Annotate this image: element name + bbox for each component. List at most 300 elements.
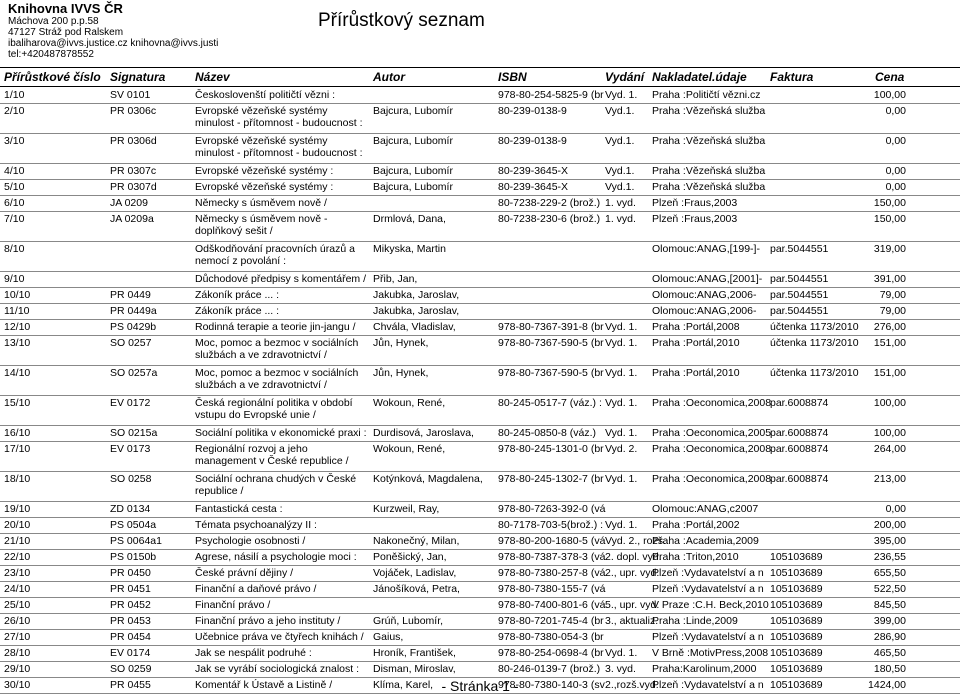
cell-isbn: 80-239-0138-9: [498, 135, 567, 147]
cell-isbn: 978-80-7201-745-4 (br: [498, 615, 604, 627]
cell-prirustkove-cislo: 9/10: [4, 273, 25, 285]
cell-autor: Nakonečný, Milan,: [373, 535, 460, 547]
cell-nakladatel: Praha :Triton,2010: [652, 551, 739, 563]
library-address-1: Máchova 200 p.p.58: [8, 16, 99, 27]
cell-nazev: Učebnice práva ve čtyřech knihách /: [195, 631, 364, 643]
table-row: [0, 567, 960, 581]
row-divider: [0, 287, 960, 288]
cell-cena: 79,00: [879, 289, 906, 301]
table-row: [0, 473, 960, 501]
table-row: [0, 443, 960, 471]
table-row: [0, 519, 960, 533]
cell-prirustkove-cislo: 22/10: [4, 551, 31, 563]
column-header-signatura: Signatura: [110, 70, 166, 84]
cell-nazev: Německy s úsměvem nově - doplňkový sešit /: [195, 213, 328, 237]
row-divider: [0, 395, 960, 396]
cell-faktura: 105103689: [770, 615, 823, 627]
cell-nazev: Německy s úsměvem nově /: [195, 197, 327, 209]
cell-isbn: 80-239-0138-9: [498, 105, 567, 117]
table-row: [0, 367, 960, 395]
cell-autor: Jůn, Hynek,: [373, 367, 429, 379]
cell-nakladatel: Plzeň :Vydavatelství a n: [652, 567, 764, 579]
cell-nakladatel: Praha :Linde,2009: [652, 615, 738, 627]
cell-autor: Poněšický, Jan,: [373, 551, 447, 563]
cell-vydani: 2., upr. vyd.: [605, 567, 660, 579]
cell-autor: Jakubka, Jaroslav,: [373, 289, 460, 301]
column-header-nakladatel: Nakladatel.údaje: [652, 70, 747, 84]
cell-cena: 0,00: [885, 135, 906, 147]
table-row: [0, 503, 960, 517]
cell-nakladatel: Plzeň :Vydavatelství a n: [652, 583, 764, 595]
cell-faktura: 105103689: [770, 663, 823, 675]
cell-vydani: Vyd. 1.: [605, 397, 638, 409]
cell-prirustkove-cislo: 17/10: [4, 443, 31, 455]
cell-cena: 286,90: [873, 631, 906, 643]
cell-prirustkove-cislo: 12/10: [4, 321, 31, 333]
table-row: [0, 181, 960, 195]
cell-prirustkove-cislo: 27/10: [4, 631, 31, 643]
row-divider: [0, 613, 960, 614]
cell-cena: 0,00: [885, 503, 906, 515]
cell-autor: Wokoun, René,: [373, 397, 446, 409]
cell-signatura: PR 0453: [110, 615, 151, 627]
table-row: [0, 321, 960, 335]
cell-isbn: 978-80-254-0698-4 (br: [498, 647, 604, 659]
cell-vydani: 1. vyd.: [605, 213, 636, 225]
row-divider: [0, 549, 960, 550]
cell-isbn: 978-80-7367-391-8 (br: [498, 321, 604, 333]
cell-isbn: 978-80-7380-257-8 (vá: [498, 567, 606, 579]
table-row: [0, 213, 960, 241]
cell-faktura: par.6008874: [770, 427, 829, 439]
row-divider: [0, 335, 960, 336]
cell-nazev: Odškodňování pracovních úrazů a nemocí z povolání :: [195, 243, 355, 267]
cell-prirustkove-cislo: 13/10: [4, 337, 31, 349]
row-divider: [0, 581, 960, 582]
row-divider: [0, 597, 960, 598]
cell-faktura: účtenka 1173/2010: [770, 321, 859, 333]
cell-nakladatel: Praha :Portál,2010: [652, 367, 740, 379]
row-divider: [0, 645, 960, 646]
cell-signatura: SO 0258: [110, 473, 152, 485]
cell-prirustkove-cislo: 15/10: [4, 397, 31, 409]
library-email: ibaliharova@ivvs.justice.cz knihovna@ivvs.justi: [8, 38, 219, 49]
cell-faktura: 105103689: [770, 647, 823, 659]
cell-nakladatel: Praha :Portál,2002: [652, 519, 740, 531]
cell-prirustkove-cislo: 2/10: [4, 105, 25, 117]
page-footer: - Stránka 1 -: [441, 678, 519, 694]
row-divider: [0, 103, 960, 104]
cell-nazev: Sociální ochrana chudých v České republice /: [195, 473, 357, 497]
cell-cena: 100,00: [873, 397, 906, 409]
cell-autor: Mikyska, Martin: [373, 243, 446, 255]
cell-nazev: Finanční právo a jeho instituty /: [195, 615, 341, 627]
cell-isbn: 80-246-0139-7 (brož.): [498, 663, 601, 675]
cell-nazev: Finanční a daňové právo /: [195, 583, 317, 595]
column-header-cena: Cena: [875, 70, 905, 84]
cell-nakladatel: Praha :Portál,2008: [652, 321, 740, 333]
cell-faktura: 105103689: [770, 631, 823, 643]
cell-vydani: 1. vyd.: [605, 197, 636, 209]
row-divider: [0, 241, 960, 242]
cell-isbn: 80-7178-703-5(brož.) :: [498, 519, 604, 531]
cell-autor: Bajcura, Lubomír: [373, 135, 453, 147]
cell-isbn: 978-80-245-1302-7 (br: [498, 473, 604, 485]
table-row: [0, 165, 960, 179]
cell-nazev: Sociální politika v ekonomické praxi :: [195, 427, 367, 439]
cell-faktura: par.6008874: [770, 473, 829, 485]
cell-autor: Bajcura, Lubomír: [373, 181, 453, 193]
row-divider: [0, 303, 960, 304]
row-divider: [0, 661, 960, 662]
cell-prirustkove-cislo: 26/10: [4, 615, 31, 627]
cell-prirustkove-cislo: 19/10: [4, 503, 31, 515]
cell-cena: 264,00: [873, 443, 906, 455]
cell-prirustkove-cislo: 1/10: [4, 89, 25, 101]
cell-cena: 100,00: [873, 89, 906, 101]
cell-nakladatel: Plzeň :Fraus,2003: [652, 213, 738, 225]
cell-signatura: ZD 0134: [110, 503, 151, 515]
row-divider: [0, 425, 960, 426]
cell-signatura: EV 0172: [110, 397, 151, 409]
cell-nazev: Česká regionální politika v období vstupu do Evropské unie /: [195, 397, 353, 421]
row-divider: [0, 501, 960, 502]
cell-cena: 391,00: [873, 273, 906, 285]
table-row: [0, 337, 960, 365]
cell-signatura: PR 0307c: [110, 165, 157, 177]
cell-prirustkove-cislo: 30/10: [4, 679, 31, 691]
cell-cena: 236,55: [873, 551, 906, 563]
cell-signatura: SO 0259: [110, 663, 152, 675]
cell-nazev: Rodinná terapie a teorie jin-jangu /: [195, 321, 356, 333]
column-header-prirustkove-cislo: Přírůstkové číslo: [4, 70, 101, 84]
cell-isbn: 80-239-3645-X: [498, 181, 569, 193]
cell-cena: 395,00: [873, 535, 906, 547]
cell-autor: Wokoun, René,: [373, 443, 446, 455]
cell-autor: Přib, Jan,: [373, 273, 418, 285]
cell-vydani: Vyd. 1.: [605, 89, 638, 101]
cell-prirustkove-cislo: 21/10: [4, 535, 31, 547]
table-row: [0, 197, 960, 211]
table-row: [0, 273, 960, 287]
cell-nazev: Finanční právo /: [195, 599, 271, 611]
cell-prirustkove-cislo: 4/10: [4, 165, 25, 177]
cell-signatura: PR 0449: [110, 289, 151, 301]
cell-isbn: 80-245-0850-8 (váz.): [498, 427, 597, 439]
cell-signatura: PR 0307d: [110, 181, 157, 193]
library-phone: tel:+420487878552: [8, 49, 94, 60]
cell-vydani: Vyd.1.: [605, 105, 635, 117]
table-row: [0, 89, 960, 103]
table-row: [0, 135, 960, 163]
cell-prirustkove-cislo: 28/10: [4, 647, 31, 659]
cell-nakladatel: Plzeň :Vydavatelství a n: [652, 631, 764, 643]
cell-isbn: 978-80-7380-140-3 (sv: [498, 679, 605, 691]
cell-vydani: Vyd.1.: [605, 165, 635, 177]
row-divider: [0, 179, 960, 180]
cell-signatura: PR 0452: [110, 599, 151, 611]
cell-vydani: Vyd. 1.: [605, 321, 638, 333]
row-divider: [0, 271, 960, 272]
cell-prirustkove-cislo: 25/10: [4, 599, 31, 611]
cell-cena: 213,00: [873, 473, 906, 485]
cell-vydani: Vyd. 1.: [605, 337, 638, 349]
cell-nazev: Českoslovenští političtí vězni :: [195, 89, 336, 101]
cell-nazev: Komentář k Ústavě a Listině /: [195, 679, 333, 691]
cell-faktura: účtenka 1173/2010: [770, 337, 859, 349]
cell-isbn: 978-80-7263-392-0 (vá: [498, 503, 606, 515]
cell-faktura: 105103689: [770, 551, 823, 563]
cell-cena: 0,00: [885, 165, 906, 177]
cell-cena: 180,50: [873, 663, 906, 675]
row-divider: [0, 629, 960, 630]
cell-vydani: Vyd.1.: [605, 135, 635, 147]
cell-faktura: 105103689: [770, 567, 823, 579]
cell-prirustkove-cislo: 18/10: [4, 473, 31, 485]
cell-faktura: par.6008874: [770, 397, 829, 409]
cell-prirustkove-cislo: 14/10: [4, 367, 31, 379]
table-row: [0, 647, 960, 661]
cell-prirustkove-cislo: 16/10: [4, 427, 31, 439]
cell-faktura: par.5044551: [770, 273, 829, 285]
cell-signatura: SO 0215a: [110, 427, 158, 439]
cell-nazev: Témata psychoanalýzy II :: [195, 519, 317, 531]
cell-isbn: 978-80-200-1680-5 (vá: [498, 535, 606, 547]
cell-signatura: PS 0150b: [110, 551, 157, 563]
table-row: [0, 663, 960, 677]
cell-nakladatel: Praha:Karolinum,2000: [652, 663, 757, 675]
cell-vydani: Vyd. 2., rozš.: [605, 535, 666, 547]
cell-nakladatel: Praha :Academia,2009: [652, 535, 759, 547]
cell-faktura: účtenka 1173/2010: [770, 367, 859, 379]
cell-faktura: par.5044551: [770, 243, 829, 255]
cell-isbn: 978-80-7400-801-6 (vá: [498, 599, 606, 611]
cell-autor: Jůn, Hynek,: [373, 337, 429, 349]
cell-signatura: EV 0173: [110, 443, 151, 455]
cell-autor: Chvála, Vladislav,: [373, 321, 456, 333]
cell-autor: Vojáček, Ladislav,: [373, 567, 457, 579]
cell-nakladatel: Praha :Oeconomica,2008: [652, 443, 772, 455]
page-title: Přírůstkový seznam: [318, 10, 485, 31]
cell-nakladatel: Plzeň :Vydavatelství a n: [652, 679, 764, 691]
cell-signatura: SV 0101: [110, 89, 151, 101]
cell-isbn: 978-80-254-5825-9 (br: [498, 89, 604, 101]
row-divider: [0, 163, 960, 164]
cell-prirustkove-cislo: 24/10: [4, 583, 31, 595]
cell-nakladatel: Olomouc:ANAG,[2001]-: [652, 273, 763, 285]
cell-vydani: Vyd. 1.: [605, 367, 638, 379]
cell-nazev: Moc, pomoc a bezmoc v sociálních službách a ve zdravotnictví /: [195, 367, 359, 391]
cell-cena: 276,00: [873, 321, 906, 333]
cell-autor: Bajcura, Lubomír: [373, 105, 453, 117]
cell-nakladatel: Praha :Portál,2010: [652, 337, 740, 349]
cell-cena: 151,00: [873, 337, 906, 349]
row-divider: [0, 565, 960, 566]
table-row: [0, 631, 960, 645]
cell-nazev: Zákoník práce ... :: [195, 289, 280, 301]
cell-nazev: Evropské vězeňské systémy :: [195, 181, 334, 193]
cell-cena: 465,50: [873, 647, 906, 659]
cell-isbn: 80-7238-229-2 (brož.): [498, 197, 601, 209]
cell-nakladatel: Praha :Oeconomica,2008: [652, 473, 772, 485]
cell-nakladatel: Praha :Oeconomica,2005: [652, 427, 772, 439]
cell-nazev: Moc, pomoc a bezmoc v sociálních službách a ve zdravotnictví /: [195, 337, 359, 361]
cell-signatura: PR 0451: [110, 583, 151, 595]
cell-vydani: Vyd. 1.: [605, 519, 638, 531]
cell-vydani: Vyd. 1.: [605, 427, 638, 439]
cell-isbn: 80-7238-230-6 (brož.): [498, 213, 601, 225]
cell-vydani: 2. dopl. vyd.: [605, 551, 662, 563]
cell-autor: Hroník, František,: [373, 647, 456, 659]
cell-vydani: Vyd.1.: [605, 181, 635, 193]
cell-nazev: Důchodové předpisy s komentářem /: [195, 273, 366, 285]
column-header-nazev: Název: [195, 70, 230, 84]
cell-isbn: 978-80-7387-378-3 (vá: [498, 551, 606, 563]
cell-nakladatel: Praha :Vězeňská služba: [652, 165, 766, 177]
table-row: [0, 243, 960, 271]
cell-nazev: Regionální rozvoj a jeho management v České republice /: [195, 443, 349, 467]
cell-prirustkove-cislo: 23/10: [4, 567, 31, 579]
cell-nakladatel: Praha :Vězeňská služba: [652, 105, 766, 117]
table-row: [0, 599, 960, 613]
cell-vydani: Vyd. 1.: [605, 473, 638, 485]
cell-nakladatel: Praha :Političtí vězni.cz: [652, 89, 761, 101]
cell-nazev: Psychologie osobnosti /: [195, 535, 306, 547]
row-divider: [0, 195, 960, 196]
cell-signatura: SO 0257: [110, 337, 152, 349]
row-divider: [0, 517, 960, 518]
cell-isbn: 978-80-7367-590-5 (br: [498, 367, 604, 379]
cell-cena: 1424,00: [868, 679, 906, 691]
row-divider: [0, 441, 960, 442]
cell-prirustkove-cislo: 20/10: [4, 519, 31, 531]
cell-autor: Gaius,: [373, 631, 404, 643]
cell-prirustkove-cislo: 5/10: [4, 181, 25, 193]
cell-nazev: Fantastická cesta :: [195, 503, 283, 515]
column-header-autor: Autor: [373, 70, 405, 84]
cell-prirustkove-cislo: 29/10: [4, 663, 31, 675]
cell-faktura: par.5044551: [770, 289, 829, 301]
cell-nakladatel: Praha :Vězeňská služba: [652, 135, 766, 147]
cell-prirustkove-cislo: 6/10: [4, 197, 25, 209]
cell-cena: 151,00: [873, 367, 906, 379]
cell-nazev: Jak se nespálit podruhé :: [195, 647, 312, 659]
column-header-isbn: ISBN: [498, 70, 527, 84]
cell-nazev: Evropské vězeňské systémy minulost - přítomnost - budoucnost :: [195, 105, 363, 129]
cell-autor: Disman, Miroslav,: [373, 663, 456, 675]
cell-autor: Klíma, Karel,: [373, 679, 434, 691]
cell-cena: 845,50: [873, 599, 906, 611]
cell-faktura: par.6008874: [770, 443, 829, 455]
cell-prirustkove-cislo: 10/10: [4, 289, 31, 301]
cell-isbn: 80-239-3645-X: [498, 165, 569, 177]
cell-cena: 0,00: [885, 181, 906, 193]
cell-signatura: EV 0174: [110, 647, 151, 659]
table-row: [0, 551, 960, 565]
cell-autor: Bajcura, Lubomír: [373, 165, 453, 177]
cell-autor: Kotýnková, Magdalena,: [373, 473, 483, 485]
cell-faktura: par.5044551: [770, 305, 829, 317]
cell-signatura: JA 0209a: [110, 213, 154, 225]
cell-nakladatel: Olomouc:ANAG,2006-: [652, 289, 757, 301]
table-row: [0, 583, 960, 597]
table-row: [0, 535, 960, 549]
cell-nakladatel: Praha :Oeconomica,2008: [652, 397, 772, 409]
cell-signatura: SO 0257a: [110, 367, 158, 379]
column-header-faktura: Faktura: [770, 70, 814, 84]
cell-nazev: Evropské vězeňské systémy minulost - přítomnost - budoucnost :: [195, 135, 363, 159]
cell-cena: 79,00: [879, 305, 906, 317]
cell-signatura: PR 0306c: [110, 105, 157, 117]
cell-signatura: PR 0449a: [110, 305, 157, 317]
row-divider: [0, 133, 960, 134]
row-divider: [0, 533, 960, 534]
cell-cena: 522,50: [873, 583, 906, 595]
cell-isbn: 978-80-245-1301-0 (br: [498, 443, 604, 455]
cell-nakladatel: V Brně :MotivPress,2008: [652, 647, 769, 659]
cell-autor: Drmlová, Dana,: [373, 213, 446, 225]
cell-signatura: PR 0454: [110, 631, 151, 643]
column-header-vydani: Vydání: [605, 70, 645, 84]
cell-autor: Kurzweil, Ray,: [373, 503, 440, 515]
cell-nakladatel: Plzeň :Fraus,2003: [652, 197, 738, 209]
row-divider: [0, 211, 960, 212]
cell-vydani: 5., upr. vyd.: [605, 599, 660, 611]
library-name: Knihovna IVVS ČR: [8, 1, 123, 16]
cell-autor: Jakubka, Jaroslav,: [373, 305, 460, 317]
cell-autor: Grúň, Lubomír,: [373, 615, 444, 627]
cell-signatura: PS 0429b: [110, 321, 157, 333]
cell-cena: 100,00: [873, 427, 906, 439]
table-row: [0, 397, 960, 425]
cell-cena: 0,00: [885, 105, 906, 117]
cell-nazev: Evropské vězeňské systémy :: [195, 165, 334, 177]
table-row: [0, 427, 960, 441]
cell-faktura: 105103689: [770, 599, 823, 611]
cell-nazev: Zákoník práce ... :: [195, 305, 280, 317]
cell-nazev: Agrese, násilí a psychologie moci :: [195, 551, 357, 563]
cell-faktura: 105103689: [770, 679, 823, 691]
cell-faktura: 105103689: [770, 583, 823, 595]
cell-nakladatel: Olomouc:ANAG,[199-]-: [652, 243, 760, 255]
cell-cena: 399,00: [873, 615, 906, 627]
cell-nakladatel: V Praze :C.H. Beck,2010: [652, 599, 769, 611]
cell-cena: 150,00: [873, 213, 906, 225]
cell-vydani: 3., aktualiz.: [605, 615, 659, 627]
cell-cena: 200,00: [873, 519, 906, 531]
cell-signatura: PR 0455: [110, 679, 151, 691]
cell-autor: Durdisová, Jaroslava,: [373, 427, 474, 439]
cell-isbn: 978-80-7367-590-5 (br: [498, 337, 604, 349]
cell-signatura: JA 0209: [110, 197, 148, 209]
table-row: [0, 305, 960, 319]
cell-isbn: 978-80-7380-155-7 (vá: [498, 583, 606, 595]
cell-prirustkove-cislo: 3/10: [4, 135, 25, 147]
cell-prirustkove-cislo: 7/10: [4, 213, 25, 225]
cell-isbn: 978-80-7380-054-3 (br: [498, 631, 604, 643]
row-divider: [0, 365, 960, 366]
cell-vydani: 3. vyd.: [605, 663, 636, 675]
cell-vydani: Vyd. 2.: [605, 443, 638, 455]
cell-cena: 319,00: [873, 243, 906, 255]
cell-nazev: České právní dějiny /: [195, 567, 294, 579]
cell-prirustkove-cislo: 11/10: [4, 305, 30, 317]
cell-cena: 655,50: [873, 567, 906, 579]
cell-nakladatel: Praha :Vězeňská služba: [652, 181, 766, 193]
table-row: [0, 289, 960, 303]
cell-nazev: Jak se vyrábí sociologická znalost :: [195, 663, 359, 675]
cell-vydani: 2.,rozš.vyd.: [605, 679, 659, 691]
